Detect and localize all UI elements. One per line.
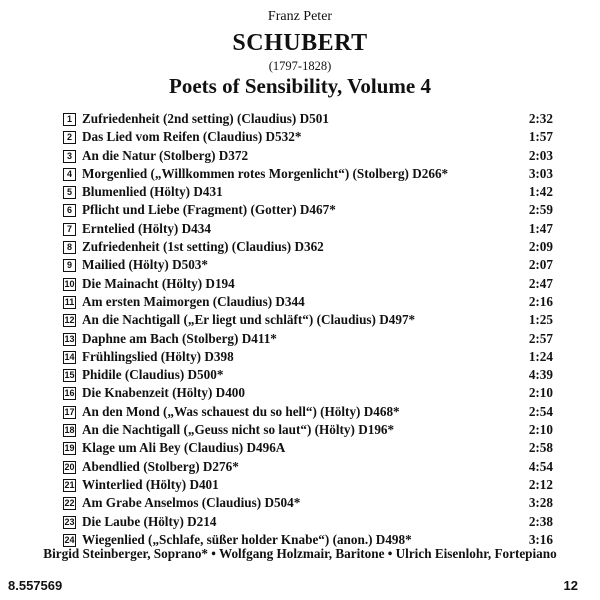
track-number-box: 12 (64, 315, 75, 326)
track-row (63, 275, 553, 293)
track-row (63, 348, 553, 366)
catalog-number: 8.557569 (8, 578, 63, 593)
track-number-box: 19 (64, 443, 75, 454)
track-duration: 2:07 (528, 257, 553, 273)
track-number-box: 8 (63, 241, 76, 254)
track-duration: 2:10 (528, 422, 553, 438)
track-title: Die Laube (Hölty) D214 (82, 513, 217, 529)
track-title: Daphne am Bach (Stolberg) D411* (82, 330, 277, 346)
track-duration: 2:47 (528, 275, 553, 291)
track-duration: 3:03 (528, 165, 553, 181)
track-title: An die Natur (Stolberg) D372 (82, 147, 249, 163)
track-number-box: 23 (64, 516, 75, 527)
track-title: Am ersten Maimorgen (Claudius) D344 (82, 293, 305, 309)
track-row (63, 110, 553, 128)
track-row (63, 165, 553, 183)
track-title: An den Mond („Was schauest du so hell“) (Hölty) D468* (82, 403, 400, 419)
track-title: Die Knabenzeit (Hölty) D400 (82, 385, 245, 401)
album-title: Poets of Sensibility, Volume 4 (169, 74, 431, 98)
track-number-box: 14 (64, 351, 75, 362)
track-duration: 2:59 (528, 202, 553, 218)
track-number-box: 17 (64, 406, 75, 417)
track-row (63, 147, 553, 165)
track-duration: 3:16 (528, 531, 553, 547)
track-duration: 2:03 (528, 147, 553, 163)
composer-first-name: Franz Peter (267, 9, 333, 24)
performers-credit: Birgid Steinberger, Soprano* • Wolfgang Holzmair, Baritone • Ulrich Eisenlohr, Fortepiano (43, 546, 557, 561)
track-row (63, 293, 553, 311)
track-title: Frühlingslied (Hölty) D398 (82, 348, 234, 364)
track-title: Mailied (Hölty) D503* (82, 257, 208, 273)
track-row (63, 421, 553, 439)
track-title: An die Nachtigall („Er liegt und schläft“) (Claudius) D497* (82, 312, 416, 328)
track-title: Das Lied vom Reifen (Claudius) D532* (82, 129, 302, 145)
track-title: Morgenlied („Willkommen rotes Morgenlicht“) (Stolberg) D266* (82, 165, 449, 181)
track-list (63, 110, 553, 549)
composer-last-name: SCHUBERT (232, 30, 368, 56)
track-row (63, 201, 553, 219)
track-number-box: 18 (64, 425, 75, 436)
track-title: Zufriedenheit (2nd setting) (Claudius) D501 (82, 111, 329, 126)
track-title: An die Nachtigall („Geuss nicht so laut“) (Hölty) D196* (82, 422, 395, 438)
track-duration: 4:39 (528, 367, 553, 383)
track-number-box: 9 (63, 259, 76, 272)
track-row (63, 384, 553, 402)
track-number-box: 24 (64, 534, 75, 545)
track-row (63, 403, 553, 421)
track-row (63, 183, 553, 201)
track-duration: 1:24 (528, 348, 553, 364)
track-duration: 2:12 (528, 476, 553, 492)
track-row (63, 494, 553, 512)
track-duration: 1:42 (528, 184, 553, 200)
track-row (63, 311, 553, 329)
track-row (63, 238, 553, 256)
track-row (63, 256, 553, 274)
track-number-box: 6 (63, 204, 76, 217)
track-title: Abendlied (Stolberg) D276* (82, 458, 239, 474)
track-duration: 4:54 (528, 458, 553, 474)
track-number-box: 4 (63, 168, 76, 181)
track-row (63, 366, 553, 384)
track-number-box: 15 (64, 370, 75, 381)
track-title: Die Mainacht (Hölty) D194 (82, 275, 235, 291)
track-duration: 2:10 (528, 385, 553, 401)
track-duration: 1:25 (528, 312, 553, 328)
track-number-box: 13 (64, 333, 75, 344)
track-number-box: 10 (64, 278, 75, 289)
track-duration: 2:16 (528, 293, 553, 309)
track-title: Erntelied (Hölty) D434 (82, 220, 211, 236)
track-duration: 1:47 (528, 220, 553, 236)
track-number-box: 2 (63, 131, 76, 144)
track-title: Zufriedenheit (1st setting) (Claudius) D362 (82, 239, 324, 255)
composer-dates: (1797-1828) (268, 59, 332, 73)
track-title: Phidile (Claudius) D500* (82, 367, 224, 383)
track-row (63, 513, 553, 531)
track-number-box: 3 (63, 150, 76, 163)
track-number-box: 5 (63, 186, 76, 199)
track-number-box: 1 (63, 113, 76, 126)
track-duration: 2:09 (528, 239, 553, 255)
track-row (63, 458, 553, 476)
track-title: Wiegenlied („Schlafe, süßer holder Knabe“) (anon.) D498* (82, 531, 412, 547)
track-duration: 2:58 (528, 440, 553, 456)
track-number-box: 20 (64, 461, 75, 472)
track-row (63, 439, 553, 457)
track-duration: 1:57 (528, 129, 553, 145)
page-number: 12 (563, 578, 578, 593)
track-title: Pflicht und Liebe (Fragment) (Gotter) D467* (82, 202, 336, 218)
track-duration: 3:28 (528, 495, 553, 511)
track-row (63, 330, 553, 348)
track-number-box: 11 (64, 296, 75, 307)
track-row (63, 476, 553, 494)
track-title: Klage um Ali Bey (Claudius) D496A (82, 440, 286, 456)
track-duration: 2:57 (528, 330, 553, 346)
track-row (63, 220, 553, 238)
track-duration: 2:54 (528, 403, 553, 419)
track-row (63, 128, 553, 146)
track-title: Blumenlied (Hölty) D431 (82, 184, 223, 200)
track-duration: 2:32 (528, 111, 553, 126)
track-number-box: 22 (64, 498, 75, 509)
track-number-box: 7 (63, 223, 76, 236)
track-title: Am Grabe Anselmos (Claudius) D504* (82, 495, 301, 511)
track-duration: 2:38 (528, 513, 553, 529)
track-number-box: 16 (64, 388, 75, 399)
track-title: Winterlied (Hölty) D401 (82, 476, 219, 492)
track-number-box: 21 (64, 479, 75, 490)
